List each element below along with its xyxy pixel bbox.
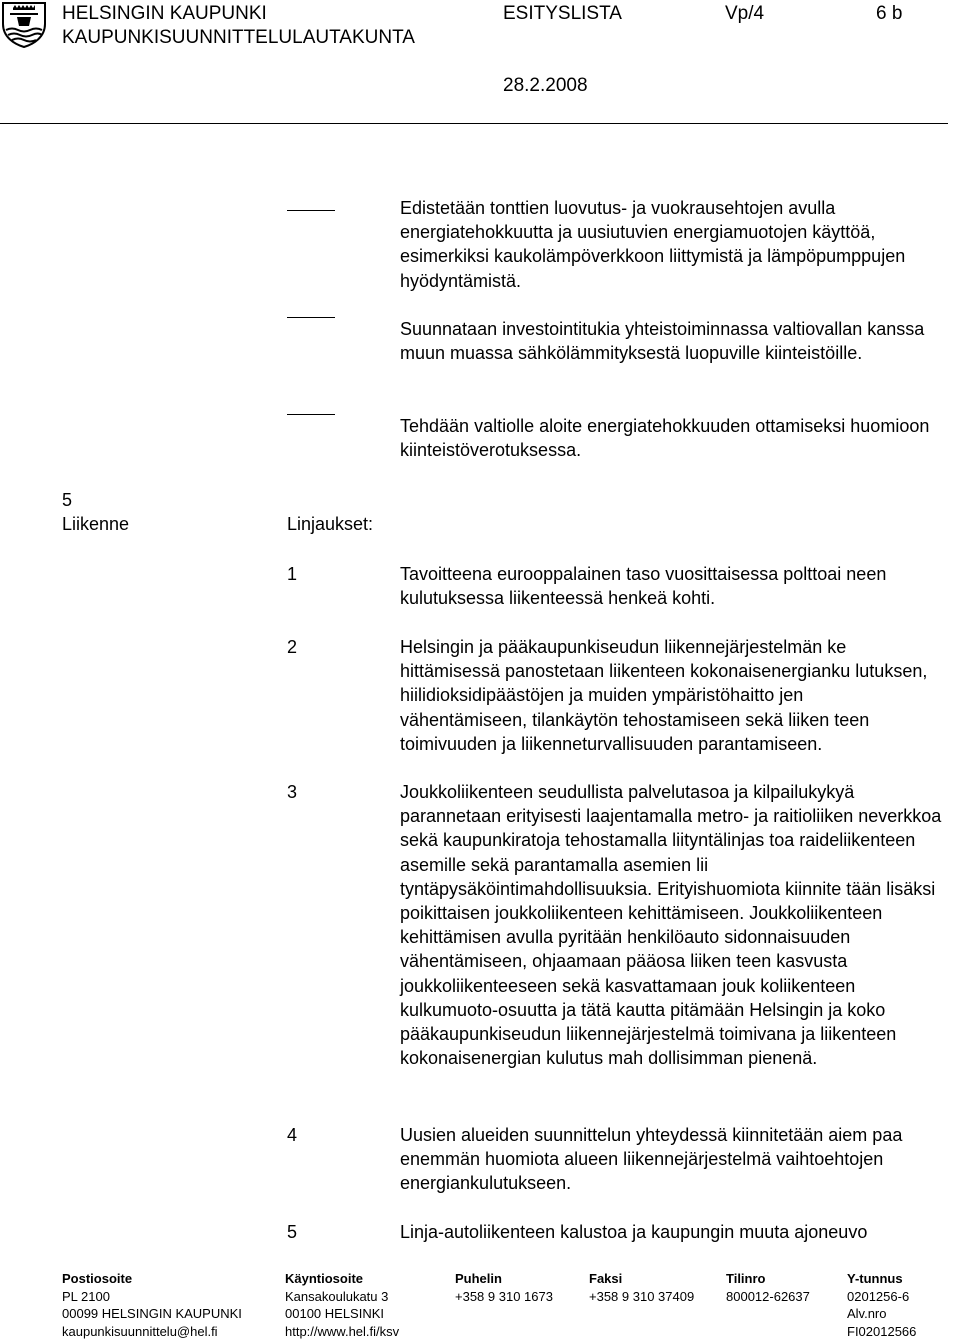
document-reference: Vp/4 xyxy=(725,3,764,25)
footer-line: +358 9 310 37409 xyxy=(589,1288,694,1306)
footer-line: 800012-62637 xyxy=(726,1288,810,1306)
item-number: 1 xyxy=(287,562,297,586)
section-title: Liikenne xyxy=(62,512,129,536)
item-number: 5 xyxy=(287,1220,297,1244)
footer-postal-address xyxy=(62,1270,242,1340)
meeting-date: 28.2.2008 xyxy=(503,75,588,97)
footer-line: 0201256-6 xyxy=(847,1288,916,1306)
dash-bullet-marker xyxy=(287,210,335,211)
board-name: KAUPUNKISUUNNITTELULAUTAKUNTA xyxy=(62,27,415,49)
footer-phone xyxy=(455,1270,553,1305)
bullet-paragraph: Tehdään valtiolle aloite energiatehokkuuden ottamiseksi huomioon kiinteistöverotuksessa. xyxy=(400,414,930,462)
footer-heading: Käyntiosoite xyxy=(285,1270,399,1288)
item-number: 4 xyxy=(287,1123,297,1147)
footer-heading: Tilinro xyxy=(726,1270,810,1288)
bullet-paragraph: Edistetään tonttien luovutus- ja vuokrausehtojen avulla energiatehokkuutta ja uusiutuvien energiamuotojen käyttöä, esimerkiksi kaukolämpöverkkoon liittymistä ja lämpöpumppujen hyödyntämistä. xyxy=(400,196,930,293)
footer-website-link[interactable]: http://www.hel.fi/ksv xyxy=(285,1323,399,1340)
footer-heading: Y-tunnus xyxy=(847,1270,916,1288)
item-text: Helsingin ja pääkaupunkiseudun liikennejärjestelmän ke hittämisessä panostetaan liikenteen kokonaisenergianku lutuksen, hiilidioksidipäästöjen ja muiden ympäristöhaitto jen vähentämiseen, tilankäytön tehostamiseen sekä liiken teen toimivuuden ja liikenneturvallisuuden parantamiseen. xyxy=(400,635,935,756)
footer-line: 00099 HELSINGIN KAUPUNKI xyxy=(62,1305,242,1323)
footer-heading: Faksi xyxy=(589,1270,694,1288)
bullet-paragraph: Suunnataan investointitukia yhteistoiminnassa valtiovallan kanssa muun muassa sähkölämmityksestä luopuville kiinteistöille. xyxy=(400,317,945,365)
footer-account xyxy=(726,1270,810,1305)
dash-bullet-marker xyxy=(287,317,335,318)
footer-email[interactable]: kaupunkisuunnittelu@hel.fi xyxy=(62,1323,242,1340)
item-number: 3 xyxy=(287,780,297,804)
guidelines-label: Linjaukset: xyxy=(287,512,373,536)
item-text: Uusien alueiden suunnittelun yhteydessä kiinnitetään aiem paa enemmän huomiota alueen liikennejärjestelmä vaihtoehtojen energiankulutukseen. xyxy=(400,1123,945,1196)
item-text: Linja-autoliikenteen kalustoa ja kaupungin muuta ajoneuvo xyxy=(400,1220,950,1244)
footer-visiting-address xyxy=(285,1270,399,1340)
item-text: Tavoitteena eurooppalainen taso vuosittaisessa polttoai neen kulutuksessa liikenteessä henkeä kohti. xyxy=(400,562,920,610)
dash-bullet-marker xyxy=(287,414,335,415)
footer-line: Alv.nro xyxy=(847,1305,916,1323)
footer-fax xyxy=(589,1270,694,1305)
footer-line: PL 2100 xyxy=(62,1288,242,1306)
footer-line: 00100 HELSINKI xyxy=(285,1305,399,1323)
item-text: Joukkoliikenteen seudullista palvelutasoa ja kilpailukykyä parannetaan erityisesti laajentamalla metro- ja raitioliiken neverkkoa sekä kaupunkiratoja tehostamalla liityntälinjas toa raideliikenteen asemille sekä parantamalla asemien lii tyntäpysäköintimahdollisuuksia. Erityishuomiota kiinnite tään lisäksi poikittaisen joukkoliikenteen kehittämiseen. Joukkoliikenteen kehittämisen avulla pyritään henkilöauto sidonnaisuuden vähentämiseen, ohjaamaan pääosa liiken teen kasvusta joukkoliikenteeseen sekä kasvattamaan jouk koliikenteen kulkumuoto-osuutta ja tätä kautta pitämään Helsingin ja koko pääkaupunkiseudun liikennejärjestelmä toimivana ja liikenteen kokonaisenergian kulutus mah dollisimman pienenä. xyxy=(400,780,945,1070)
document-type: ESITYSLISTA xyxy=(503,3,622,25)
footer-business-id xyxy=(847,1270,916,1340)
footer-line: Kansakoulukatu 3 xyxy=(285,1288,399,1306)
section-number: 5 xyxy=(62,488,72,512)
footer-heading: Postiosoite xyxy=(62,1270,242,1288)
footer-line: +358 9 310 1673 xyxy=(455,1288,553,1306)
footer-line: FI02012566 xyxy=(847,1323,916,1340)
footer-heading: Puhelin xyxy=(455,1270,553,1288)
page-number: 6 b xyxy=(876,3,902,25)
city-name: HELSINGIN KAUPUNKI xyxy=(62,3,267,25)
item-number: 2 xyxy=(287,635,297,659)
header-divider xyxy=(0,123,948,124)
helsinki-coat-of-arms-logo xyxy=(0,0,48,48)
